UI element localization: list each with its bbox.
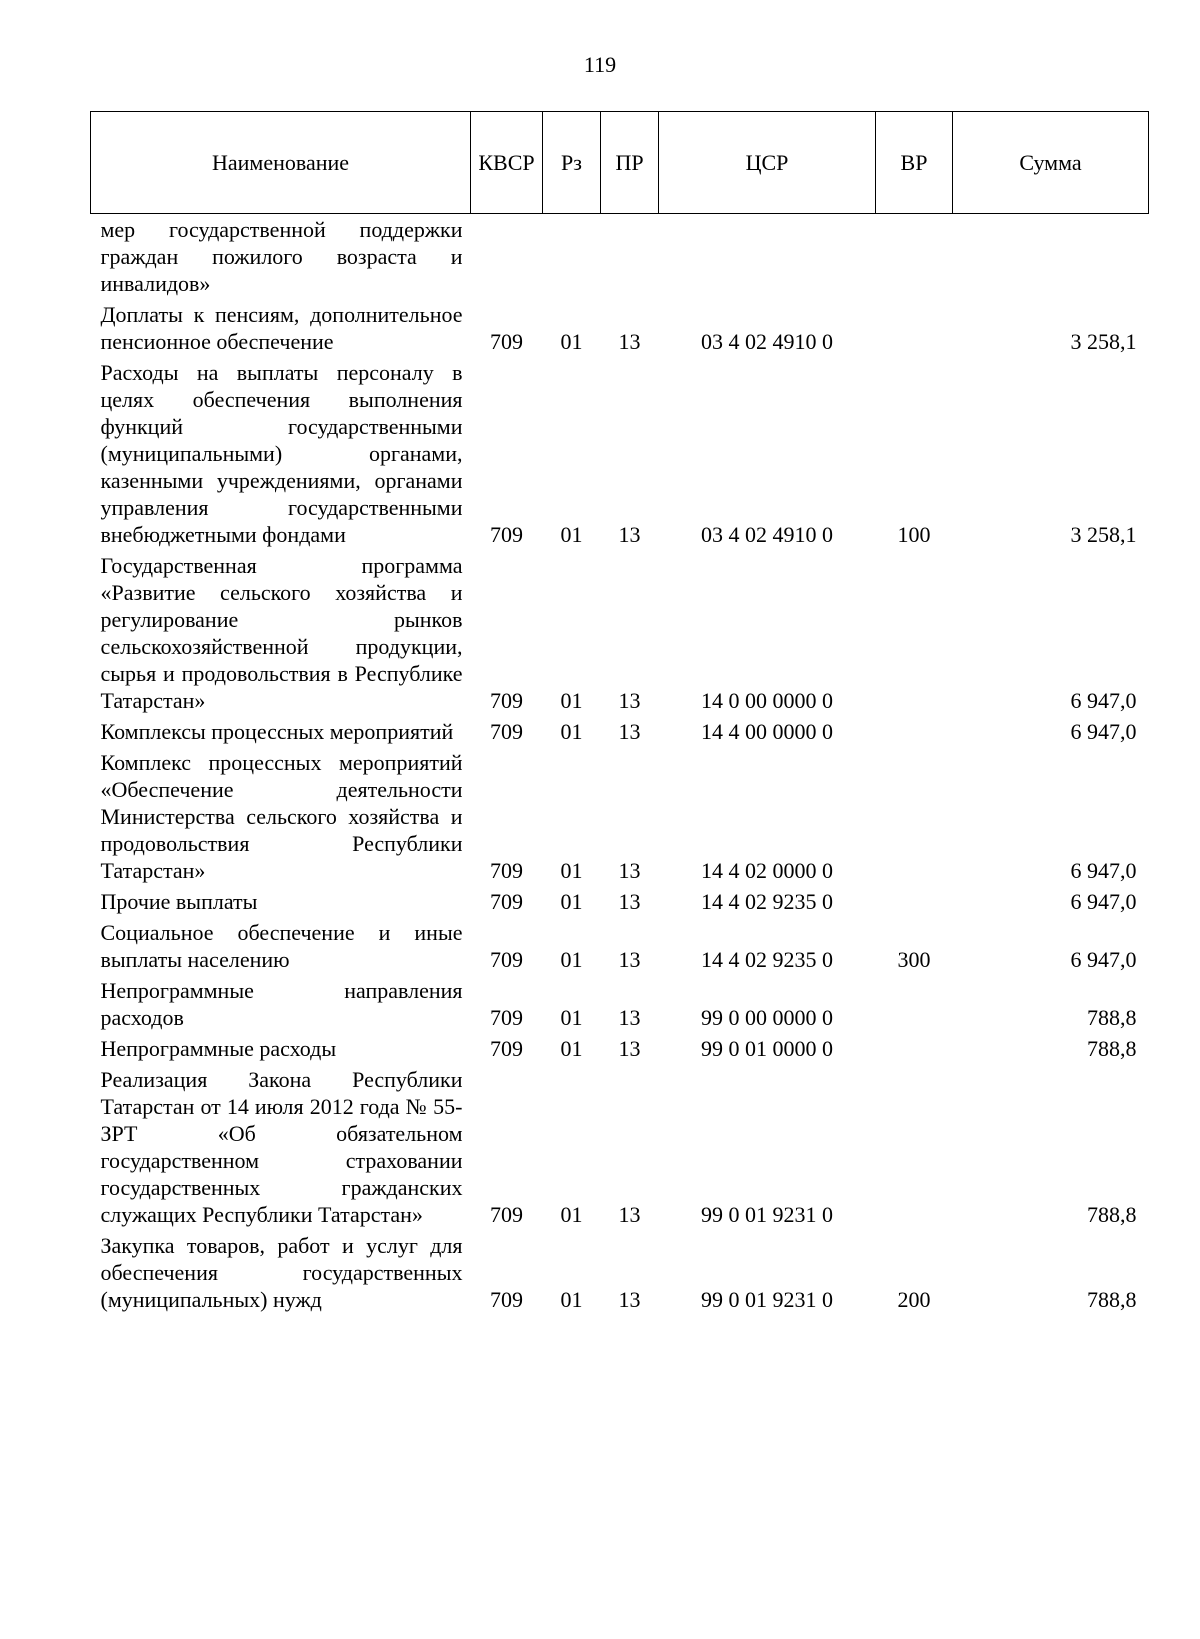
table-row [91, 1228, 1149, 1313]
header-rz: Рз [543, 112, 601, 214]
cell-name: Расходы на выплаты персоналу в целях обеспечения выполнения функций государственными (муниципальными) органами, казенными учреждениями, органами управления государственными внебюджетными фондами [100, 360, 463, 547]
table-row [91, 214, 1149, 298]
cell-kvsr [471, 214, 543, 298]
table-row [91, 884, 1149, 915]
cell-rz: 01 [560, 889, 583, 914]
cell-csr: 03 4 02 4910 0 [701, 329, 833, 354]
cell-csr: 14 4 00 0000 0 [701, 719, 833, 744]
cell-sum: 788,8 [1087, 1202, 1137, 1227]
cell-csr: 99 0 01 9231 0 [701, 1202, 833, 1227]
cell-rz: 01 [560, 858, 583, 883]
table-row [91, 297, 1149, 355]
cell-name: Комплексы процессных мероприятий [100, 719, 454, 744]
cell-sum: 6 947,0 [1070, 858, 1137, 883]
cell-csr: 14 4 02 9235 0 [701, 947, 833, 972]
cell-name: Реализация Закона Республики Татарстан от 14 июля 2012 года № 55-ЗРТ «Об обязательном государственном страховании государственных гражданских служащих Республики Татарстан» [100, 1067, 463, 1227]
cell-kvsr: 709 [490, 329, 523, 354]
table-row [91, 355, 1149, 548]
cell-pr: 13 [618, 719, 641, 744]
cell-name: Непрограммные направления расходов [100, 978, 463, 1030]
table-row [91, 745, 1149, 884]
cell-vr: 100 [897, 522, 931, 547]
cell-rz: 01 [560, 1005, 583, 1030]
cell-vr [876, 548, 953, 714]
cell-kvsr: 709 [490, 688, 523, 713]
header-pr: ПР [601, 112, 659, 214]
cell-rz: 01 [560, 1036, 583, 1061]
table-header [91, 112, 1149, 214]
cell-csr: 03 4 02 4910 0 [701, 522, 833, 547]
cell-csr: 14 4 02 0000 0 [701, 858, 833, 883]
header-sum: Сумма [953, 112, 1149, 214]
cell-name: Доплаты к пенсиям, дополнительное пенсионное обеспечение [100, 302, 463, 354]
cell-csr: 14 4 02 9235 0 [701, 889, 833, 914]
header-name: Наименование [91, 112, 471, 214]
table-row [91, 714, 1149, 745]
cell-sum: 6 947,0 [1070, 688, 1137, 713]
cell-csr: 99 0 00 0000 0 [701, 1005, 833, 1030]
header-vr: ВР [876, 112, 953, 214]
cell-name: Государственная программа «Развитие сельского хозяйства и регулирование рынков сельскохозяйственной продукции, сырья и продовольствия в Республике Татарстан» [100, 553, 463, 713]
cell-rz: 01 [560, 1287, 583, 1312]
cell-rz: 01 [560, 947, 583, 972]
cell-csr: 99 0 01 9231 0 [701, 1287, 833, 1312]
cell-kvsr: 709 [490, 522, 523, 547]
cell-vr: 200 [897, 1287, 931, 1312]
cell-pr: 13 [618, 1287, 641, 1312]
table-row [91, 548, 1149, 714]
cell-pr: 13 [618, 1036, 641, 1061]
table-row [91, 1062, 1149, 1228]
cell-sum: 6 947,0 [1070, 947, 1137, 972]
cell-vr [876, 884, 953, 915]
cell-vr [876, 714, 953, 745]
cell-csr [659, 214, 876, 298]
cell-sum: 3 258,1 [1070, 329, 1137, 354]
cell-rz: 01 [560, 522, 583, 547]
cell-sum: 788,8 [1087, 1036, 1137, 1061]
table-body [91, 214, 1149, 1314]
cell-kvsr: 709 [490, 1005, 523, 1030]
cell-pr: 13 [618, 522, 641, 547]
cell-csr: 99 0 01 0000 0 [701, 1036, 833, 1061]
cell-vr [876, 973, 953, 1031]
cell-rz: 01 [560, 719, 583, 744]
cell-sum: 3 258,1 [1070, 522, 1137, 547]
cell-pr: 13 [618, 947, 641, 972]
cell-pr: 13 [618, 329, 641, 354]
cell-pr: 13 [618, 1202, 641, 1227]
cell-sum: 6 947,0 [1070, 889, 1137, 914]
cell-rz: 01 [560, 1202, 583, 1227]
cell-kvsr: 709 [490, 889, 523, 914]
cell-sum: 788,8 [1087, 1287, 1137, 1312]
header-kvsr: КВСР [471, 112, 543, 214]
cell-pr: 13 [618, 1005, 641, 1030]
table-row [91, 973, 1149, 1031]
cell-pr: 13 [618, 889, 641, 914]
cell-vr [876, 745, 953, 884]
cell-sum: 6 947,0 [1070, 719, 1137, 744]
cell-vr [876, 214, 953, 298]
cell-name: Комплекс процессных мероприятий «Обеспечение деятельности Министерства сельского хозяйства и продовольствия Республики Татарстан» [100, 750, 463, 883]
cell-kvsr: 709 [490, 858, 523, 883]
cell-sum [953, 214, 1149, 298]
table-row [91, 1031, 1149, 1062]
cell-csr: 14 0 00 0000 0 [701, 688, 833, 713]
cell-name: Непрограммные расходы [100, 1036, 337, 1061]
cell-vr [876, 1062, 953, 1228]
cell-pr: 13 [618, 858, 641, 883]
cell-rz: 01 [560, 688, 583, 713]
cell-pr [601, 214, 659, 298]
cell-name: Социальное обеспечение и иные выплаты населению [100, 920, 463, 972]
cell-vr [876, 1031, 953, 1062]
cell-name: мер государственной поддержки граждан пожилого возраста и инвалидов» [100, 217, 463, 296]
cell-name: Прочие выплаты [100, 889, 258, 914]
cell-rz [543, 214, 601, 298]
cell-sum: 788,8 [1087, 1005, 1137, 1030]
cell-kvsr: 709 [490, 947, 523, 972]
cell-kvsr: 709 [490, 719, 523, 744]
budget-table [90, 111, 1149, 1313]
header-csr: ЦСР [659, 112, 876, 214]
cell-pr: 13 [618, 688, 641, 713]
cell-kvsr: 709 [490, 1036, 523, 1061]
cell-vr: 300 [897, 947, 931, 972]
cell-kvsr: 709 [490, 1287, 523, 1312]
cell-kvsr: 709 [490, 1202, 523, 1227]
cell-vr [876, 297, 953, 355]
cell-name: Закупка товаров, работ и услуг для обеспечения государственных (муниципальных) нужд [100, 1233, 463, 1312]
cell-rz: 01 [560, 329, 583, 354]
table-row [91, 915, 1149, 973]
page-number: 119 [583, 52, 617, 77]
